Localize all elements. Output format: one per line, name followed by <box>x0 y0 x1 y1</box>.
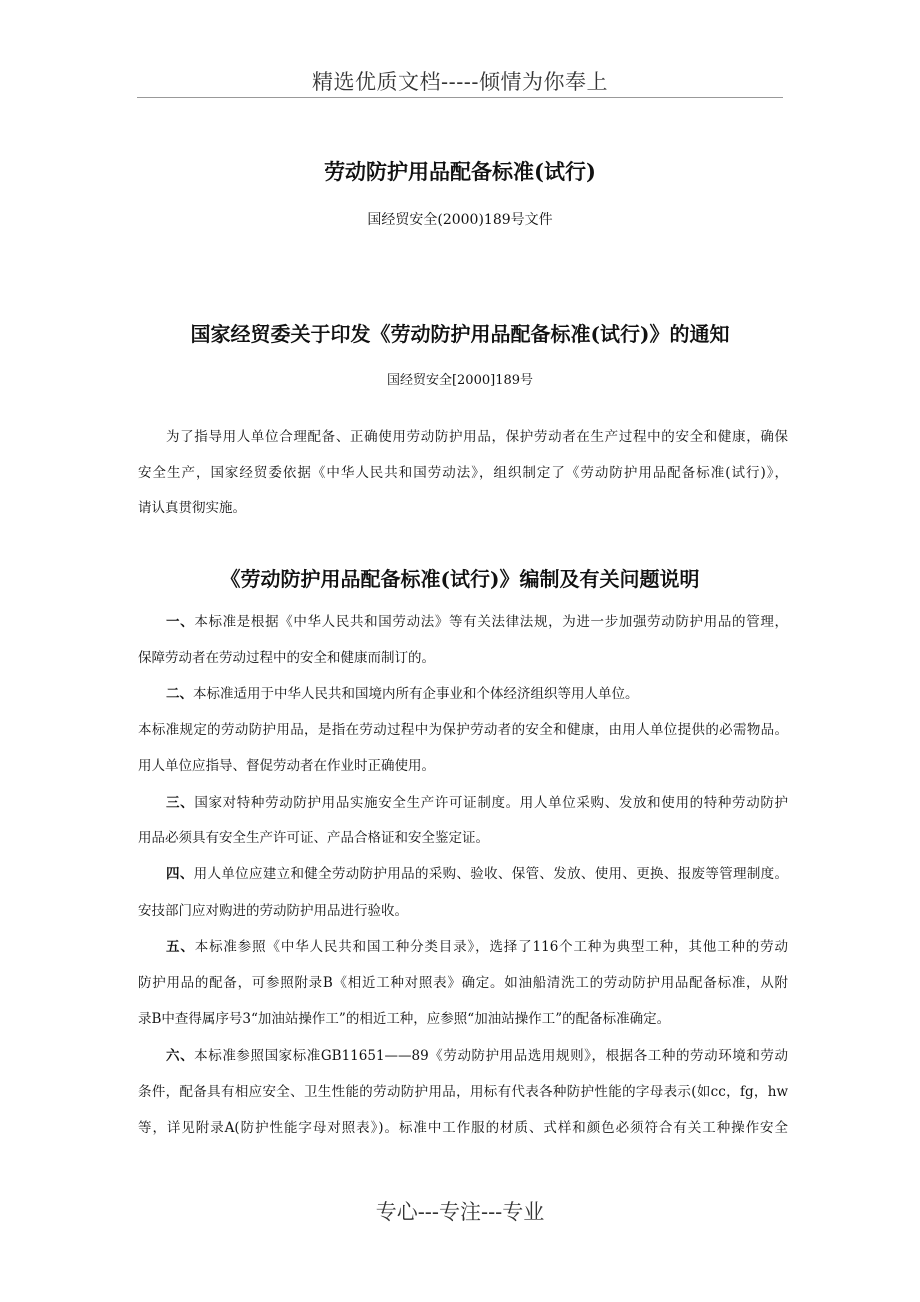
notice-paragraph-line: 安全生产，国家经贸委依据《中华人民共和国劳动法》，组织制定了《劳动防护用品配备标准(试行)》， <box>138 465 788 481</box>
item-text: 本标准适用于中华人民共和国境内所有企事业和个体经济组织等用人单位。 <box>193 686 639 702</box>
item-text: 用人单位应建立和健全劳动防护用品的采购、验收、保管、发放、使用、更换、报废等管理制度。 <box>193 866 789 882</box>
item-label: 五、 <box>166 939 195 955</box>
item-6-line: 条件，配备具有相应安全、卫生性能的劳动防护用品，用标有代表各种防护性能的字母表示(如cc，fg，hw <box>138 1084 788 1100</box>
item-6-line: 等，详见附录A(防护性能字母对照表》)。标准中工作服的材质、式样和颜色必须符合有关工种操作安全 <box>138 1120 788 1136</box>
item-1-line <box>166 613 788 631</box>
item-4-line: 安技部门应对购进的劳动防护用品进行验收。 <box>138 903 408 919</box>
notice-paragraph-line: 为了指导用人单位合理配备、正确使用劳动防护用品，保护劳动者在生产过程中的安全和健康，确保 <box>166 429 788 445</box>
item-3-line <box>166 794 788 812</box>
explanation-title: 《劳动防护用品配备标准(试行)》编制及有关问题说明 <box>220 567 700 591</box>
item-text: 本标准是根据《中华人民共和国劳动法》等有关法律法规，为进一步加强劳动防护用品的管理， <box>194 614 789 630</box>
item-text: 国家对特种劳动防护用品实施安全生产许可证制度。用人单位采购、发放和使用的特种劳动防护 <box>194 795 789 811</box>
page-footer: 专心---专注---专业 <box>375 1200 545 1224</box>
item-2-line: 本标准规定的劳动防护用品，是指在劳动过程中为保护劳动者的安全和健康，由用人单位提供的必需物品。 <box>138 722 788 738</box>
item-label: 六、 <box>166 1048 195 1064</box>
header-divider <box>137 97 783 98</box>
item-4-line <box>166 865 788 883</box>
item-3-line: 用品必须具有安全生产许可证、产品合格证和安全鉴定证。 <box>138 830 489 846</box>
item-5-line: 录B中查得属序号3“加油站操作工”的相近工种，应参照“加油站操作工”的配备标准确定。 <box>138 1011 671 1027</box>
item-6-line <box>166 1047 788 1065</box>
document-title: 劳动防护用品配备标准(试行) <box>324 159 596 184</box>
item-label: 三、 <box>166 795 195 811</box>
item-text: 本标准参照国家标准GB11651——89《劳动防护用品选用规则》，根据各工种的劳动环境和劳动 <box>194 1048 789 1064</box>
item-2-line: 用人单位应指导、督促劳动者在作业时正确使用。 <box>138 758 435 774</box>
notice-title: 国家经贸委关于印发《劳动防护用品配备标准(试行)》的通知 <box>190 322 730 346</box>
document-file-number: 国经贸安全(2000)189号文件 <box>367 212 553 228</box>
page-header: 精选优质文档-----倾情为你奉上 <box>312 70 608 94</box>
item-5-line <box>166 938 788 956</box>
notice-paragraph-line: 请认真贯彻实施。 <box>138 500 246 516</box>
item-label: 四、 <box>166 866 194 882</box>
item-label: 一、 <box>166 614 195 630</box>
item-label: 二、 <box>166 686 193 702</box>
item-text: 本标准参照《中华人民共和国工种分类目录》，选择了116个工种为典型工种，其他工种的劳动 <box>194 939 788 955</box>
item-1-line: 保障劳动者在劳动过程中的安全和健康而制订的。 <box>138 650 435 666</box>
notice-document-number: 国经贸安全[2000]189号 <box>386 373 534 388</box>
item-2-line <box>166 685 788 703</box>
item-5-line: 防护用品的配备，可参照附录B《相近工种对照表》确定。如油船清洗工的劳动防护用品配备标准，从附 <box>138 975 788 991</box>
